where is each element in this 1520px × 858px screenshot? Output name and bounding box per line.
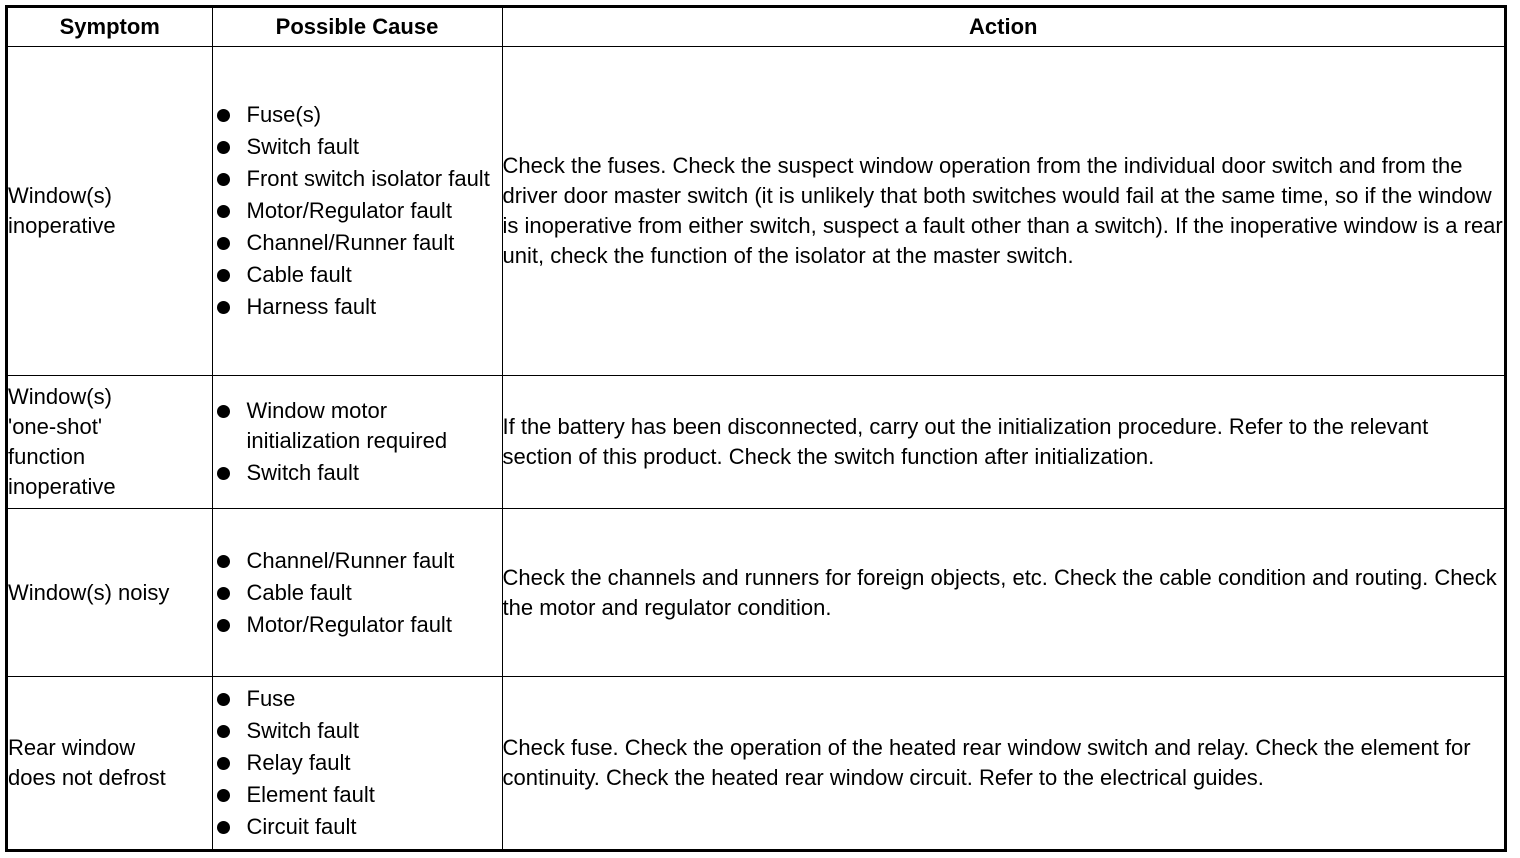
cause-cell (212, 677, 502, 850)
cause-item (213, 164, 502, 194)
action-cell: If the battery has been disconnected, carry out the initialization procedure. Refer to the relevant section of this product. Check the switch function after initialization. (502, 376, 1504, 509)
bullet-icon (217, 269, 230, 282)
diagnosis-table (8, 8, 1504, 850)
cause-item (213, 100, 502, 130)
header-row (8, 8, 1504, 47)
cause-list (213, 684, 502, 842)
cause-item (213, 292, 502, 322)
cause-item (213, 458, 502, 488)
cause-text: Cable fault (246, 579, 352, 605)
cause-cell (212, 47, 502, 376)
bullet-icon (217, 301, 230, 314)
bullet-icon (217, 237, 230, 250)
symptom-line: Window(s) noisy (8, 579, 170, 605)
cause-text: Fuse (246, 686, 296, 712)
symptom-cell (8, 509, 212, 677)
symptom-line: does not defrost (8, 765, 166, 791)
bullet-icon (217, 725, 230, 738)
bullet-icon (217, 789, 230, 802)
action-cell: Check the fuses. Check the suspect window operation from the individual door switch and from the driver door master switch (it is unlikely that both switches would fail at the same time, so if the window is inoperative from either switch, suspect a fault other than a switch). If the inoperative window is a rear unit, check the function of the isolator at the master switch. (502, 47, 1504, 376)
header-possible-cause: Possible Cause (212, 8, 502, 47)
cause-cell (212, 509, 502, 677)
cause-item (213, 132, 502, 162)
cause-item (213, 260, 502, 290)
bullet-icon (217, 405, 230, 418)
cause-list (213, 546, 502, 640)
table-row (8, 509, 1504, 677)
symptom-cell (8, 376, 212, 509)
table-row (8, 47, 1504, 376)
cause-item (213, 716, 502, 746)
bullet-icon (217, 467, 230, 480)
bullet-icon (217, 821, 230, 834)
header-action: Action (502, 8, 1504, 47)
table-row (8, 677, 1504, 850)
cause-list (213, 396, 502, 488)
symptom-line: inoperative (8, 474, 116, 499)
cause-text: Motor/Regulator fault (246, 198, 452, 223)
cause-item (213, 546, 502, 576)
bullet-icon (217, 693, 230, 706)
cause-text: Channel/Runner fault (246, 230, 455, 255)
symptom-line: 'one-shot' (8, 414, 103, 439)
bullet-icon (217, 587, 230, 600)
cause-cell (212, 376, 502, 509)
symptom-line: Window(s) (8, 183, 112, 208)
cause-item (213, 780, 502, 810)
cause-text: Circuit fault (246, 814, 357, 840)
cause-text: Fuse(s) (246, 102, 322, 127)
cause-text: Front switch isolator fault (246, 166, 490, 191)
cause-item (213, 228, 502, 258)
bullet-icon (217, 619, 230, 632)
header-symptom: Symptom (8, 8, 212, 47)
symptom-line: Rear window (8, 735, 136, 761)
cause-item (213, 396, 502, 456)
symptom-line: function (8, 444, 86, 469)
cause-item (213, 578, 502, 608)
action-cell: Check the channels and runners for foreign objects, etc. Check the cable condition and routing. Check the motor and regulator condition. (502, 509, 1504, 677)
cause-item (213, 684, 502, 714)
symptom-line: inoperative (8, 213, 116, 238)
symptom-line: Window(s) (8, 384, 112, 409)
cause-list (213, 100, 502, 322)
cause-item (213, 196, 502, 226)
cause-text: Relay fault (246, 750, 351, 776)
bullet-icon (217, 757, 230, 770)
bullet-icon (217, 173, 230, 186)
cause-text: Motor/Regulator fault (246, 611, 452, 637)
symptom-cell (8, 677, 212, 850)
cause-text: Switch fault (246, 460, 359, 485)
cause-text: Switch fault (246, 718, 359, 744)
cause-text: Cable fault (246, 262, 352, 287)
cause-text: Channel/Runner fault (246, 547, 455, 573)
bullet-icon (217, 141, 230, 154)
cause-text: Switch fault (246, 134, 359, 159)
cause-text: Harness fault (246, 294, 377, 319)
table-row (8, 376, 1504, 509)
action-cell: Check fuse. Check the operation of the heated rear window switch and relay. Check the element for continuity. Check the heated rear window circuit. Refer to the electrical guides. (502, 677, 1504, 850)
cause-item (213, 748, 502, 778)
bullet-icon (217, 109, 230, 122)
bullet-icon (217, 555, 230, 568)
cause-text: Window motor initialization required (246, 398, 448, 453)
cause-item (213, 610, 502, 640)
bullet-icon (217, 205, 230, 218)
cause-text: Element fault (246, 782, 375, 808)
symptom-cell (8, 47, 212, 376)
cause-item (213, 812, 502, 842)
